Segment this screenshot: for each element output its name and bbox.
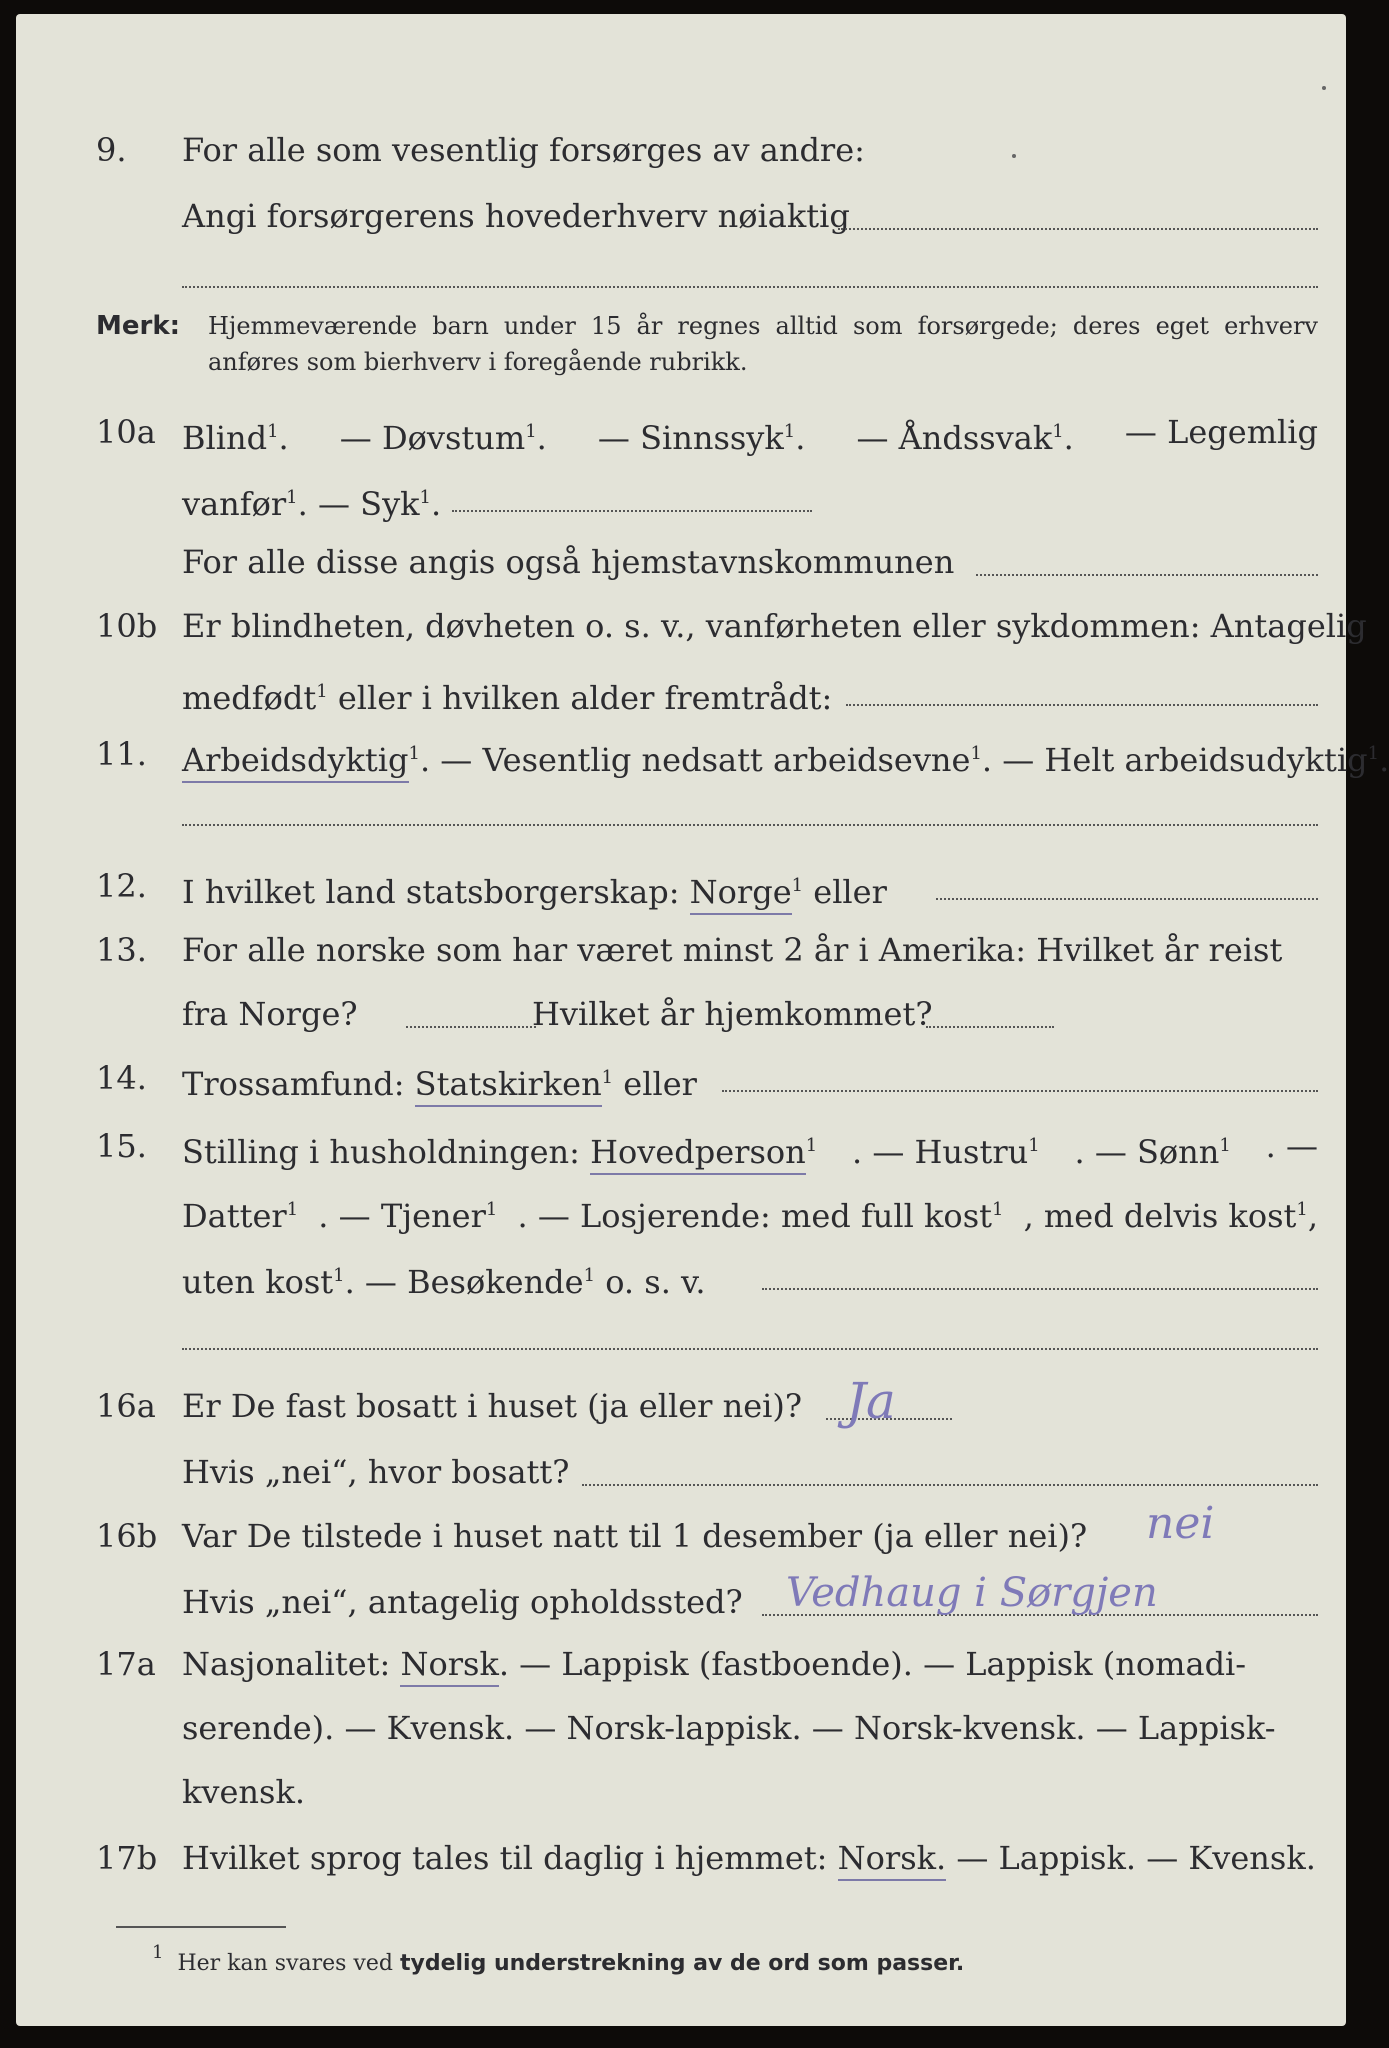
answer-line[interactable]: [182, 286, 1318, 288]
option-vanfor: vanfør: [182, 485, 287, 523]
census-form-page: [16, 14, 1389, 2026]
question-number: 10b: [96, 607, 158, 645]
question-11: [16, 728, 1389, 780]
answer-line[interactable]: [846, 704, 1318, 706]
question-14: [16, 1052, 1346, 1104]
question-text: For alle disse angis også hjemstavnskommunen: [182, 543, 955, 581]
answer-norsk-selected: Norsk: [400, 1645, 498, 1687]
question-text-a: fra Norge?: [182, 995, 358, 1033]
answer-line[interactable]: [452, 510, 812, 512]
question-text: Angi forsørgerens hovederhverv nøiaktig: [182, 197, 850, 235]
question-10a-line2: [16, 472, 1346, 524]
answer-statskirken-selected: Statskirken: [415, 1065, 602, 1107]
answer-line[interactable]: [936, 898, 1318, 900]
question-number: 15.: [96, 1127, 147, 1165]
option-syk: — Syk: [317, 485, 420, 523]
option-arbeidsdyktig-selected: Arbeidsdyktig: [182, 741, 409, 783]
question-text: Nasjonalitet: Norsk. — Lappisk (fastboende). — Lappisk (nomadi-: [182, 1638, 1246, 1690]
option-udyktig: . — Helt arbeidsudyktig: [981, 741, 1368, 779]
option-nedsatt: . — Vesentlig nedsatt arbeidsevne: [419, 741, 971, 779]
question-17b: [16, 1832, 1346, 1884]
question-number: 12.: [96, 867, 147, 905]
question-number: 14.: [96, 1059, 147, 1097]
question-12: [16, 860, 1346, 912]
question-13: [16, 924, 1346, 976]
question-10b-line2: [16, 666, 1346, 718]
option-andssvak: — Åndssvak: [856, 419, 1053, 457]
answer-line[interactable]: [182, 1348, 1318, 1350]
question-number: 17b: [96, 1839, 158, 1877]
question-text: medfødt$^1$ eller i hvilken alder fremtrådt:: [182, 679, 833, 717]
paper-speck: [1012, 154, 1016, 158]
answer-line[interactable]: [762, 1288, 1318, 1290]
option-legemlig: — Legemlig: [1124, 413, 1318, 451]
option-dovstum: — Døvstum: [339, 419, 526, 457]
question-text: serende). — Kvensk. — Norsk-lappisk. — Norsk-kvensk. — Lappisk-: [182, 1709, 1276, 1747]
paper-speck: [1322, 86, 1326, 90]
question-text: Hvis „nei“, hvor bosatt?: [182, 1453, 570, 1491]
question-options: Blind$^1$. — Døvstum$^1$. — Sinnssyk$^1$. — Åndssvak$^1$. — Legemlig: [182, 406, 1318, 464]
question-number: 10a: [96, 413, 156, 451]
question-text: Var De tilstede i huset natt til 1 desember (ja eller nei)?: [182, 1517, 1088, 1555]
question-15-line3: [16, 1250, 1346, 1302]
note-label: Merk:: [96, 311, 181, 341]
question-16a: [16, 1372, 1346, 1432]
question-text: I hvilket land statsborgerskap: Norge$^1$ eller: [182, 860, 887, 918]
answer-norsk-selected: Norsk.: [838, 1839, 947, 1881]
footnote: $^1$ Her kan svares ved tydelig understrekning av de ord som passer.: [152, 1942, 965, 1976]
question-options: Arbeidsdyktig$^1$. — Vesentlig nedsatt arbeidsevne$^1$. — Helt arbeidsudyktig$^1$.: [182, 728, 1389, 786]
question-15-line2: [16, 1184, 1346, 1236]
option-sinnssyk: — Sinnssyk: [597, 419, 784, 457]
question-text: Hvilket sprog tales til daglig i hjemmet: Norsk. — Lappisk. — Kvensk.: [182, 1832, 1316, 1884]
handwritten-answer: Ja: [846, 1372, 896, 1430]
question-16b: [16, 1498, 1346, 1562]
question-text: kvensk.: [182, 1773, 305, 1811]
question-number: 13.: [96, 931, 147, 969]
handwritten-answer: nei: [1146, 1498, 1215, 1549]
question-9-line2: [16, 190, 1346, 242]
question-number: 16b: [96, 1517, 158, 1555]
question-text: Er De fast bosatt i huset (ja eller nei)?: [182, 1387, 803, 1425]
question-options: Stilling i husholdningen: Hovedperson$^1$ . — Hustru$^1$ . — Sønn$^1$ . —: [182, 1120, 1318, 1178]
note-text: Hjemmeværende barn under 15 år regnes alltid som forsørgede; deres eget erhverv anføres som bierhverv i foregående rubrikk.: [208, 312, 1318, 376]
question-text: For alle norske som har været minst 2 år i Amerika: Hvilket år reist: [182, 931, 1283, 969]
footnote-divider: [116, 1926, 286, 1928]
question-text-b: Hvilket år hjemkommet?: [532, 995, 933, 1033]
question-options: uten kost$^1$. — Besøkende$^1$ o. s. v.: [182, 1263, 706, 1301]
question-number: 17a: [96, 1645, 156, 1683]
question-16b-line2: [16, 1570, 1346, 1628]
question-text: Er blindheten, døvheten o. s. v., vanførheten eller sykdommen: Antagelig: [182, 607, 1367, 645]
question-15: [16, 1120, 1346, 1172]
question-number: 16a: [96, 1387, 156, 1425]
question-9: [16, 124, 1346, 176]
answer-line[interactable]: [406, 1026, 536, 1028]
question-options: vanfør$^1$. — Syk$^1$.: [182, 485, 442, 523]
question-16a-line2: [16, 1446, 1346, 1498]
handwritten-answer: Vedhaug i Sørgjen: [786, 1570, 1158, 1616]
question-text: Hvis „nei“, antagelig opholdssted?: [182, 1583, 743, 1621]
question-text: Trossamfund: Statskirken$^1$ eller: [182, 1052, 697, 1110]
answer-line[interactable]: [926, 1026, 1054, 1028]
answer-line[interactable]: [838, 228, 1318, 230]
answer-norge-selected: Norge: [690, 873, 792, 915]
answer-line[interactable]: [182, 824, 1318, 826]
question-number: 9.: [96, 131, 127, 169]
question-17a: [16, 1638, 1346, 1690]
question-number: 11.: [96, 735, 147, 773]
question-10a: [16, 406, 1346, 458]
option-blind: Blind: [182, 419, 268, 457]
question-10b: [16, 600, 1367, 652]
answer-line[interactable]: [722, 1090, 1318, 1092]
question-13-line2: [16, 988, 1346, 1040]
answer-line[interactable]: [976, 574, 1318, 576]
answer-line[interactable]: [582, 1484, 1318, 1486]
answer-hovedperson-selected: Hovedperson: [590, 1133, 806, 1175]
question-17a-line3: [16, 1766, 1346, 1818]
question-10a-line3: [16, 536, 1346, 588]
question-text: For alle som vesentlig forsørges av andre:: [182, 131, 865, 169]
question-options: Datter$^1$ . — Tjener$^1$ . — Losjerende: med full kost$^1$ , med delvis kost$^1$,: [182, 1197, 1318, 1235]
question-17a-line2: [16, 1702, 1346, 1754]
